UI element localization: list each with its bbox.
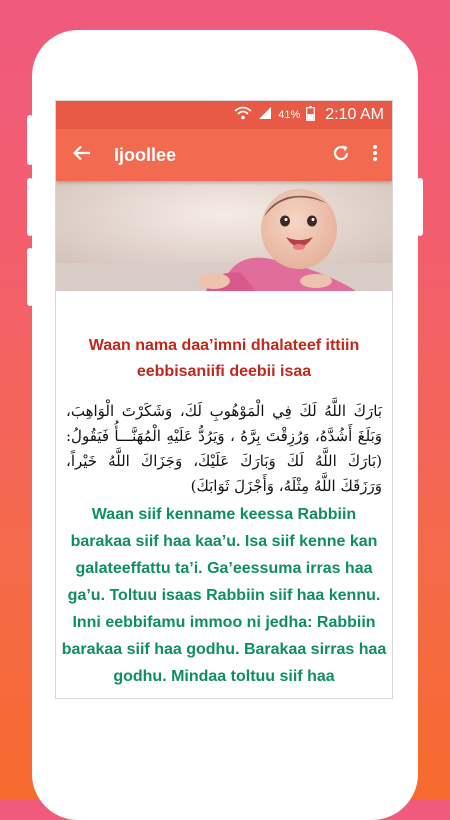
- article-content: [56, 333, 392, 690]
- wifi-icon: [234, 106, 252, 124]
- back-button[interactable]: [56, 145, 108, 166]
- phone-side-button: [27, 248, 33, 306]
- phone-side-button: [27, 178, 33, 236]
- refresh-icon: [332, 144, 350, 167]
- hero-image: [56, 181, 392, 291]
- page-title: Ijoollee: [114, 144, 177, 165]
- phone-side-button: [27, 115, 33, 165]
- article-heading: Waan nama daa’imni dhalateef ittiin eebbisaniifi deebii isaa: [88, 337, 360, 380]
- status-bar: [56, 101, 392, 129]
- phone-side-button: [417, 178, 423, 236]
- app-screen: [55, 100, 393, 699]
- arrow-back-icon: [73, 145, 91, 166]
- signal-icon: [258, 106, 272, 124]
- more-vertical-icon: [372, 144, 378, 167]
- more-options-button[interactable]: [358, 144, 392, 167]
- status-time: 2:10 AM: [325, 106, 384, 123]
- app-bar: [56, 129, 392, 181]
- battery-percent: 41%: [278, 109, 301, 121]
- smiling-baby-photo: [56, 181, 392, 291]
- battery-icon: [306, 106, 315, 125]
- refresh-button[interactable]: [324, 144, 358, 167]
- arabic-text: بَارَكَ اللَّهُ لَكَ فِي الْمَوْهُوبِ لَكَ، وَشَكَرْتَ الْوَاهِبَ، وَبَلَغَ أَشُدَّهُ، وَرُزِقْتَ بِرَّهُ ، وَيَرُدُّ عَلَيْهِ الْمُهَنَّـــأُ فَيَقُولُ: (بَارَكَ اللَّهُ لَكَ وَبَارَكَ عَلَيْكَ، وَجَزَاكَ اللَّهُ خَيْراً، وَرَزَقَكَ اللَّهُ مِثْلَهُ، وَأَجْزَلَ ثَوَابَكَ): [66, 402, 382, 495]
- article-body: Waan siif kenname keessa Rabbiin barakaa siif haa kaa’u. Isa siif kenne kan galateeffattu ta’i. Ga’eessuma irras haa ga’u. Toltuu isaas Rabbiin siif haa kennu. Inni eebbifamu immoo ni jedha: Rabbiin barakaa siif haa godhu. Barakaa sirras haa godhu. Mindaa toltuu siif haa: [61, 506, 387, 685]
